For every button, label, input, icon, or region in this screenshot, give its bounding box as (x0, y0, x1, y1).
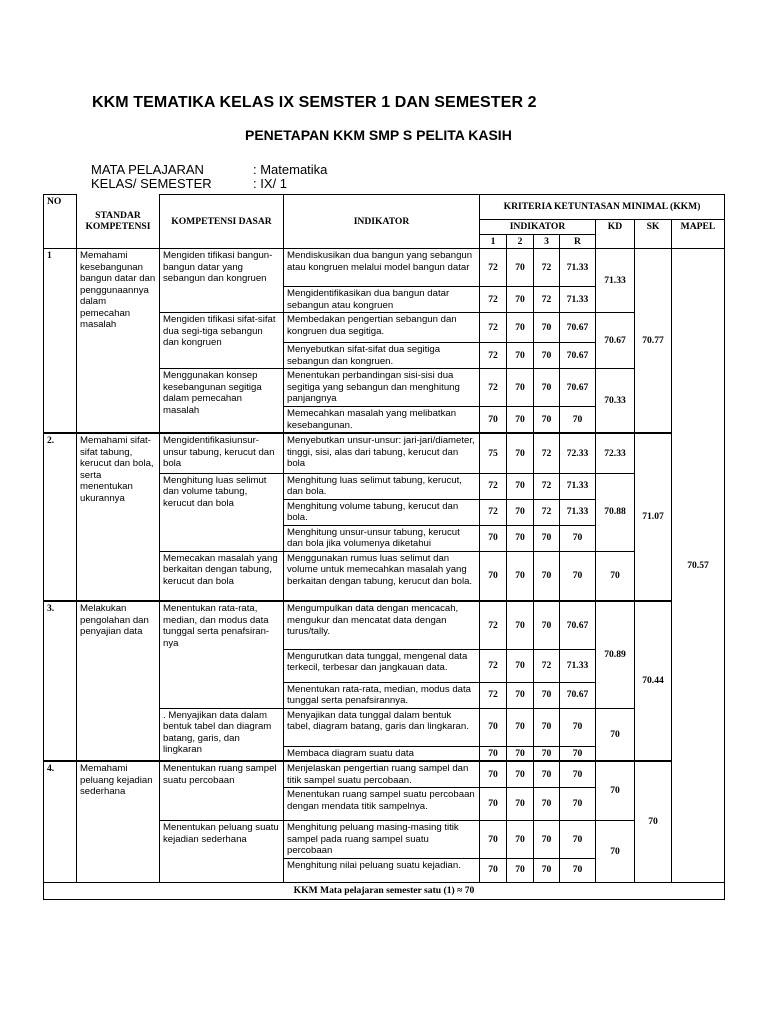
indikator-score-r: 71.33 (560, 249, 596, 287)
indikator-score-r: 70 (560, 761, 596, 788)
indikator-score-1: 70 (480, 746, 507, 761)
indikator-score-3: 72 (534, 649, 560, 682)
section-number: 3. (44, 601, 77, 761)
indikator-text: Membedakan pengertian sebangun dan kongruen dua segitiga. (284, 313, 480, 343)
meta-label: MATA PELAJARAN (91, 162, 204, 177)
indikator-score-2: 70 (507, 761, 534, 788)
indikator-text: Menentukan rata-rata, median, modus data tunggal serta penafsirannya. (284, 682, 480, 708)
indikator-score-3: 72 (534, 433, 560, 473)
indikator-score-3: 70 (534, 821, 560, 859)
indikator-score-r: 70 (560, 746, 596, 761)
indikator-score-3: 70 (534, 601, 560, 649)
indikator-score-2: 70 (507, 499, 534, 525)
mapel-value: 70.57 (672, 249, 725, 883)
kompetensi-dasar: Menggunakan konsep kesebangunan segitiga dalam pemecahan masalah (160, 369, 284, 434)
kompetensi-dasar: Menghitung luas selimut dan volume tabung, kerucut dan bola (160, 473, 284, 551)
indikator-score-1: 72 (480, 343, 507, 369)
kompetensi-dasar: . Menyajikan data dalam bentuk tabel dan diagram batang, garis, dan lingkaran (160, 708, 284, 761)
header-col-r: R (560, 234, 596, 249)
indikator-score-r: 70 (560, 407, 596, 434)
indikator-score-3: 70 (534, 788, 560, 821)
kompetensi-dasar: Menentukan ruang sampel suatu percobaan (160, 761, 284, 821)
indikator-text: Menghitung luas selimut tabung, kerucut, dan bola. (284, 473, 480, 499)
sk-value: 70 (635, 761, 672, 882)
indikator-score-r: 70 (560, 525, 596, 551)
kd-value: 70.88 (596, 473, 635, 551)
indikator-score-2: 70 (507, 433, 534, 473)
indikator-text: Menghitung nilai peluang suatu kejadian. (284, 858, 480, 882)
kompetensi-dasar: Menentukan peluang suatu kejadian sederhana (160, 821, 284, 883)
indikator-score-3: 72 (534, 473, 560, 499)
meta-subject (91, 162, 327, 177)
indikator-score-r: 71.33 (560, 473, 596, 499)
indikator-score-3: 70 (534, 708, 560, 746)
indikator-score-r: 70.67 (560, 343, 596, 369)
kompetensi-dasar: Mengiden tifikasi bangun-bangun datar yang sebangun dan kongruen (160, 249, 284, 313)
indikator-score-1: 70 (480, 788, 507, 821)
indikator-score-3: 72 (534, 499, 560, 525)
indikator-score-2: 70 (507, 249, 534, 287)
indikator-score-r: 71.33 (560, 499, 596, 525)
indikator-score-2: 70 (507, 746, 534, 761)
indikator-score-2: 70 (507, 788, 534, 821)
kd-value: 72.33 (596, 433, 635, 473)
indikator-text: Membaca diagram suatu data (284, 746, 480, 761)
indikator-score-3: 72 (534, 287, 560, 313)
indikator-score-1: 70 (480, 551, 507, 601)
indikator-score-r: 70 (560, 821, 596, 859)
kkm-table (43, 194, 725, 900)
kompetensi-dasar: Mengiden tifikasi sifat-sifat dua segi-tiga sebangun dan kongruen (160, 313, 284, 369)
footer-row (44, 882, 725, 899)
indikator-score-3: 70 (534, 858, 560, 882)
kompetensi-dasar: Memecakan masalah yang berkaitan dengan tabung, kerucut dan bola (160, 551, 284, 601)
indikator-score-r: 70.67 (560, 313, 596, 343)
indikator-score-1: 70 (480, 525, 507, 551)
header-col-3: 3 (534, 234, 560, 249)
indikator-score-3: 70 (534, 343, 560, 369)
indikator-score-2: 70 (507, 601, 534, 649)
table-row (44, 761, 725, 788)
indikator-score-r: 70 (560, 708, 596, 746)
section-number: 4. (44, 761, 77, 882)
indikator-score-2: 70 (507, 473, 534, 499)
meta-label: KELAS/ SEMESTER (91, 176, 212, 191)
indikator-text: Mengurutkan data tunggal, mengenal data terkecil, terbesar dan jangkauan data. (284, 649, 480, 682)
page-title: KKM TEMATIKA KELAS IX SEMSTER 1 DAN SEMESTER 2 (92, 94, 537, 111)
header-indikator: INDIKATOR (284, 195, 480, 249)
section-number: 1 (44, 249, 77, 434)
standar-kompetensi: Memahami sifat-sifat tabung, kerucut dan bola, serta menentukan ukurannya (77, 433, 160, 601)
indikator-score-r: 70.67 (560, 601, 596, 649)
indikator-score-2: 70 (507, 649, 534, 682)
indikator-text: Menghitung unsur-unsur tabung, kerucut dan bola jika volumenya diketahui (284, 525, 480, 551)
indikator-score-1: 72 (480, 682, 507, 708)
kd-value: 70.89 (596, 601, 635, 708)
indikator-text: Memecahkan masalah yang melibatkan kesebangunan. (284, 407, 480, 434)
indikator-score-2: 70 (507, 858, 534, 882)
indikator-score-1: 75 (480, 433, 507, 473)
indikator-score-3: 70 (534, 761, 560, 788)
kd-value: 70.33 (596, 369, 635, 434)
indikator-score-3: 70 (534, 682, 560, 708)
section-number: 2. (44, 433, 77, 601)
indikator-text: Menghitung volume tabung, kerucut dan bola. (284, 499, 480, 525)
indikator-text: Menentukan ruang sampel suatu percobaan dengan mendata titik sampelnya. (284, 788, 480, 821)
indikator-score-1: 70 (480, 407, 507, 434)
indikator-score-3: 72 (534, 249, 560, 287)
indikator-score-r: 71.33 (560, 649, 596, 682)
indikator-score-1: 72 (480, 249, 507, 287)
indikator-score-2: 70 (507, 369, 534, 407)
kompetensi-dasar: Menentukan rata-rata, median, dan modus data tunggal serta penafsiran-nya (160, 601, 284, 708)
indikator-score-3: 70 (534, 746, 560, 761)
indikator-score-1: 70 (480, 821, 507, 859)
indikator-score-1: 70 (480, 761, 507, 788)
sk-value: 71.07 (635, 433, 672, 601)
indikator-score-1: 70 (480, 858, 507, 882)
indikator-score-r: 70 (560, 858, 596, 882)
header-kompetensi-dasar: KOMPETENSI DASAR (160, 195, 284, 249)
table-row (44, 249, 725, 287)
sk-value: 70.44 (635, 601, 672, 761)
indikator-score-2: 70 (507, 407, 534, 434)
indikator-text: Menjelaskan pengertian ruang sampel dan titik sampel suatu percobaan. (284, 761, 480, 788)
indikator-score-1: 72 (480, 369, 507, 407)
indikator-text: Mengumpulkan data dengan mencacah, mengukur dan mencatat data dengan turus/tally. (284, 601, 480, 649)
header-kriteria: KRITERIA KETUNTASAN MINIMAL (KKM) (480, 195, 725, 220)
indikator-score-1: 72 (480, 473, 507, 499)
meta-value: : Matematika (253, 162, 328, 177)
indikator-score-3: 70 (534, 313, 560, 343)
indikator-score-r: 70.67 (560, 369, 596, 407)
indikator-score-1: 70 (480, 708, 507, 746)
indikator-text: Menghitung peluang masing-masing titik sampel pada ruang sampel suatu percobaan (284, 821, 480, 859)
indikator-score-3: 70 (534, 369, 560, 407)
indikator-score-r: 71.33 (560, 287, 596, 313)
indikator-text: Mengidentifikasikan dua bangun datar sebangun atau kongruen (284, 287, 480, 313)
indikator-score-2: 70 (507, 313, 534, 343)
standar-kompetensi: Melakukan pengolahan dan penyajian data (77, 601, 160, 761)
indikator-text: Menyebutkan sifat-sifat dua segitiga sebangun dan kongruen. (284, 343, 480, 369)
indikator-score-r: 72.33 (560, 433, 596, 473)
kd-value: 71.33 (596, 249, 635, 313)
indikator-score-1: 72 (480, 313, 507, 343)
footer-kkm-summary: KKM Mata pelajaran semester satu (1) ≈ 70 (44, 882, 725, 899)
header-mapel: MAPEL (672, 220, 725, 249)
indikator-score-2: 70 (507, 551, 534, 601)
standar-kompetensi: Memahami peluang kejadian sederhana (77, 761, 160, 882)
kd-value: 70 (596, 761, 635, 821)
kd-value: 70 (596, 821, 635, 883)
meta-class (91, 176, 287, 191)
indikator-score-2: 70 (507, 682, 534, 708)
indikator-score-r: 70 (560, 788, 596, 821)
table-row (44, 433, 725, 473)
kd-value: 70 (596, 551, 635, 601)
header-indikator-group: INDIKATOR (480, 220, 596, 235)
indikator-score-1: 72 (480, 499, 507, 525)
header-standar-kompetensi: STANDAR KOMPETENSI (77, 195, 160, 249)
indikator-score-r: 70 (560, 551, 596, 601)
indikator-score-3: 70 (534, 407, 560, 434)
header-sk: SK (635, 220, 672, 249)
indikator-score-1: 72 (480, 601, 507, 649)
table-row (44, 601, 725, 649)
indikator-score-3: 70 (534, 551, 560, 601)
indikator-score-2: 70 (507, 708, 534, 746)
indikator-score-2: 70 (507, 287, 534, 313)
header-no: NO (44, 195, 77, 249)
standar-kompetensi: Memahami kesebangunan bangun datar dan penggunaannya dalam pemecahan masalah (77, 249, 160, 434)
header-col-1: 1 (480, 234, 507, 249)
indikator-text: Menyajikan data tunggal dalam bentuk tabel, diagram batang, garis dan lingkaran. (284, 708, 480, 746)
indikator-score-2: 70 (507, 525, 534, 551)
indikator-text: Menggunakan rumus luas selimut dan volume untuk memecahkan masalah yang berkaitan dengan tabung, kerucut dan bola. (284, 551, 480, 601)
kompetensi-dasar: Mengidentifikasiunsur-unsur tabung, kerucut dan bola (160, 433, 284, 473)
indikator-score-r: 70.67 (560, 682, 596, 708)
indikator-text: Mendiskusikan dua bangun yang sebangun atau kongruen melalui model bangun datar (284, 249, 480, 287)
indikator-score-3: 70 (534, 525, 560, 551)
kd-value: 70 (596, 708, 635, 761)
meta-value: : IX/ 1 (253, 176, 287, 191)
indikator-score-1: 72 (480, 649, 507, 682)
indikator-score-2: 70 (507, 821, 534, 859)
indikator-text: Menyebutkan unsur-unsur: jari-jari/diameter, tinggi, sisi, alas dari tabung, kerucut dan bola (284, 433, 480, 473)
indikator-score-2: 70 (507, 343, 534, 369)
header-kd: KD (596, 220, 635, 249)
indikator-score-1: 72 (480, 287, 507, 313)
header-col-2: 2 (507, 234, 534, 249)
sk-value: 70.77 (635, 249, 672, 434)
page-subtitle: PENETAPAN KKM SMP S PELITA KASIH (245, 127, 512, 143)
indikator-text: Menentukan perbandingan sisi-sisi dua segitiga yang sebangun dan menghitung panjangnya (284, 369, 480, 407)
kd-value: 70.67 (596, 313, 635, 369)
